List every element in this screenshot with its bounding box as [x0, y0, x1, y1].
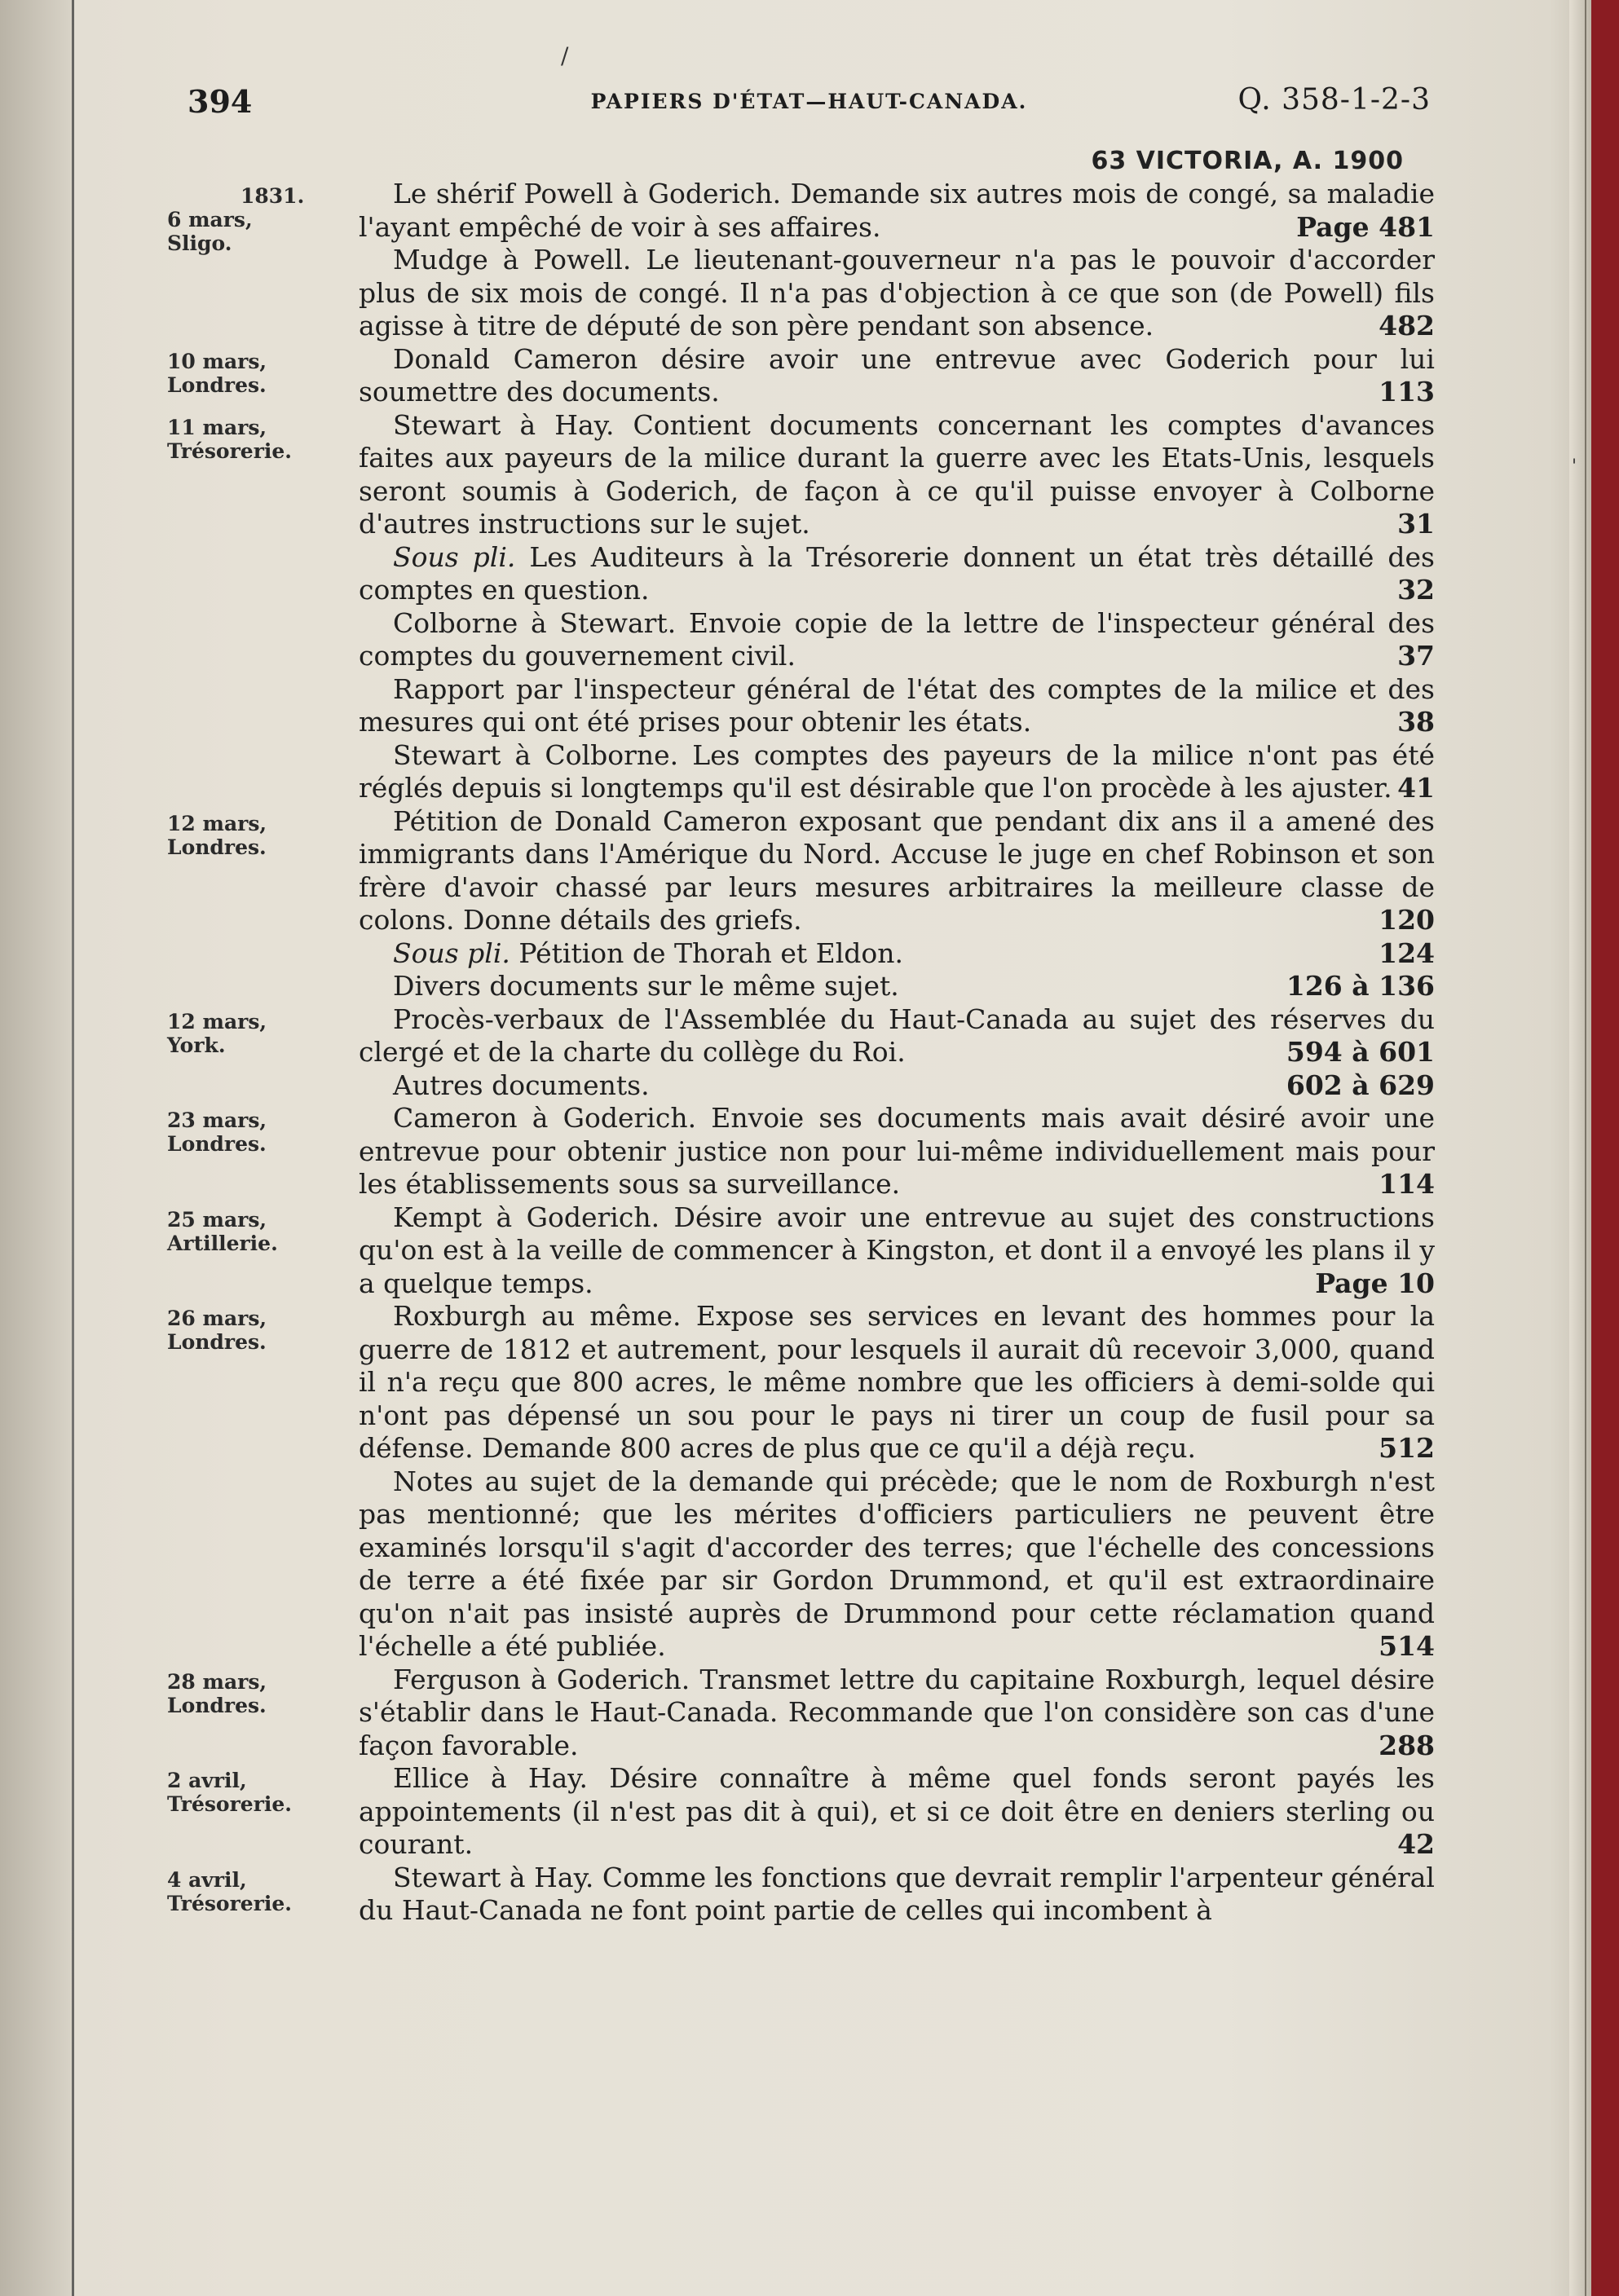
gutter-shade — [0, 0, 72, 2296]
page-number: 394 — [187, 83, 253, 120]
margin-date: 4 avril, — [167, 1867, 247, 1892]
entry-description: Cameron à Goderich. Envoie ses documents mais avait désiré avoir une entrevue pour obtenir justice non pour lui-même individuellement mais pour les établissements sous sa surveillance. — [359, 1102, 1435, 1200]
entry-text — [359, 1201, 1435, 1301]
entry-text — [359, 970, 1435, 1003]
entry-description: Divers documents sur le même sujet. — [393, 970, 899, 1002]
enclosure-label: Sous pli. — [393, 540, 516, 573]
margin-date-place — [167, 812, 342, 859]
margin-date: 11 mars, — [167, 415, 267, 439]
page-reference: 126 à 136 — [1286, 970, 1435, 1002]
entry-description: Mudge à Powell. Le lieutenant-gouverneur n'a pas le pouvoir d'accorder plus de six mois de congé. Il n'a pas d'objection à ce que son (de Powell) fils agisse à titre de député de son père pendant son absence. — [359, 244, 1435, 342]
entry-description: Donald Cameron désire avoir une entrevue avec Goderich pour lui soumettre des documents. — [359, 342, 1435, 408]
margin-date-place — [167, 1108, 342, 1156]
archive-reference: Q. 358-1-2-3 — [1237, 83, 1431, 117]
margin-date-place — [167, 350, 342, 397]
calendar-entry — [167, 1664, 1435, 1763]
enclosure-label: Sous pli. — [393, 936, 510, 969]
page-reference: 41 — [1397, 772, 1435, 804]
margin-place: Trésorerie. — [167, 1792, 292, 1816]
entry-text — [359, 739, 1435, 805]
entry-text — [359, 937, 1435, 971]
entry-text — [359, 1664, 1435, 1763]
margin-place: Londres. — [167, 1693, 267, 1717]
entry-description: Ferguson à Goderich. Transmet lettre du capitaine Roxburgh, lequel désire s'établir dans le Haut-Canada. Recommande que l'on considère son cas d'une façon favorable. — [359, 1663, 1435, 1761]
session-label: 63 VICTORIA, A. 1900 — [1091, 147, 1404, 175]
page-reference: 37 — [1397, 640, 1435, 672]
margin-date: 6 mars, — [167, 208, 253, 231]
entry-description: Notes au sujet de la demande qui précède; que le nom de Roxburgh n'est pas mentionné; que les mérites d'officiers particuliers ne peuvent être examinés lorsqu'il s'agit d'accorder des terres; que l'échelle des concessions de terre a été fixée par sir Gordon Drummond, et qu'il est extraordinaire qu'on n'ait pas insisté auprès de Drummond pour cette réclamation quand l'échelle a été publiée. — [359, 1465, 1435, 1662]
page-edge — [1569, 0, 1591, 2296]
ink-speck: ' — [1572, 456, 1577, 477]
page-reference: Page 10 — [1315, 1267, 1435, 1299]
margin-date: 26 mars, — [167, 1307, 267, 1330]
page-reference: 31 — [1397, 508, 1435, 540]
entry-description: Les Auditeurs à la Trésorerie donnent un état très détaillé des comptes en question. — [359, 540, 1435, 606]
entry-description: Autres documents. — [393, 1069, 650, 1101]
entry-description: Roxburgh au même. Expose ses services en levant des hommes pour la guerre de 1812 et autrement, pour lesquels il aurait dû recevoir 3,000, quand il n'a reçu que 800 acres, le même nombre que les officiers à demi-solde qui n'ont pas dépensé un sou pour le pays ni tirer un coup de fusil pour sa défense. Demande 800 acres de plus que ce qu'il a déjà reçu. — [359, 1300, 1435, 1464]
margin-place: Sligo. — [167, 231, 232, 255]
page-reference: 32 — [1397, 574, 1435, 606]
page-reference: 594 à 601 — [1286, 1036, 1435, 1068]
calendar-entry — [167, 1300, 1435, 1465]
page-edge-line — [1585, 0, 1586, 2296]
page-reference: 288 — [1379, 1729, 1435, 1761]
calendar-entry — [167, 244, 1435, 343]
ink-speck: / — [561, 42, 569, 69]
entry-description: Rapport par l'inspecteur général de l'état des comptes de la milice et des mesures qui ont été prises pour obtenir les états. — [359, 672, 1435, 738]
page-reference: 602 à 629 — [1286, 1069, 1435, 1101]
margin-date: 12 mars, — [167, 811, 267, 835]
entry-text — [359, 1003, 1435, 1069]
margin-place: Trésorerie. — [167, 1891, 292, 1915]
entry-text — [359, 607, 1435, 673]
entry-description: Pétition de Donald Cameron exposant que pendant dix ans il a amené des immigrants dans l'Amérique du Nord. Accuse le juge en chef Robinson et son frère d'avoir chassé par leurs mesures arbitraires la meilleure classe de colons. Donne détails des griefs. — [359, 804, 1435, 936]
margin-date-place — [167, 1670, 342, 1717]
entry-text — [359, 409, 1435, 541]
margin-date-place — [167, 1208, 342, 1255]
margin-date: 28 mars, — [167, 1669, 267, 1694]
entry-description: Pétition de Thorah et Eldon. — [518, 936, 904, 969]
entry-text — [359, 178, 1435, 244]
calendar-entry — [167, 1069, 1435, 1103]
entry-description: Le shérif Powell à Goderich. Demande six autres mois de congé, sa maladie l'ayant empêché de voir à ses affaires. — [359, 178, 1435, 243]
entry-description: Stewart à Colborne. Les comptes des payeurs de la milice n'ont pas été réglés depuis si longtemps qu'il est désirable que l'on procède à les ajuster. — [359, 738, 1435, 804]
margin-place: Londres. — [167, 835, 267, 859]
margin-date: 25 mars, — [167, 1207, 267, 1232]
calendar-entry — [167, 178, 1435, 255]
page-reference: 42 — [1397, 1828, 1435, 1860]
page-reference: 114 — [1379, 1168, 1435, 1200]
page-reference: Page 481 — [1296, 210, 1435, 243]
margin-year: 1831. — [240, 184, 305, 208]
entry-text — [359, 1069, 1435, 1103]
margin-place: York. — [167, 1033, 226, 1057]
page-reference: 512 — [1379, 1432, 1435, 1464]
calendar-entry — [167, 1862, 1435, 1928]
margin-date: 2 avril, — [167, 1769, 247, 1792]
entry-text — [359, 673, 1435, 739]
entry-text — [359, 1862, 1435, 1928]
calendar-entry — [167, 541, 1435, 607]
entry-description: Procès-verbaux de l'Assemblée du Haut-Canada au sujet des réserves du clergé et de la charte du collège du Roi. — [359, 1003, 1435, 1068]
calendar-entry — [167, 1762, 1435, 1862]
calendar-entry — [167, 970, 1435, 1003]
calendar-entry — [167, 607, 1435, 673]
page-reference: 124 — [1379, 936, 1435, 969]
entry-text — [359, 805, 1435, 937]
entry-description: Kempt à Goderich. Désire avoir une entrevue au sujet des constructions qu'on est à la veille de commencer à Kingston, et dont il a envoyé les plans il y a quelque temps. — [359, 1201, 1435, 1299]
margin-date-place — [167, 1868, 342, 1915]
calendar-entry — [167, 805, 1435, 937]
calendar-entry — [167, 1465, 1435, 1664]
calendar-entry — [167, 673, 1435, 739]
entry-text — [359, 343, 1435, 409]
margin-date-place — [167, 1010, 342, 1057]
page-reference: 38 — [1397, 706, 1435, 738]
entry-text — [359, 1762, 1435, 1862]
calendar-entry — [167, 1201, 1435, 1301]
running-title: PAPIERS D'ÉTAT—HAUT-CANADA. — [590, 90, 1028, 113]
margin-place: Trésorerie. — [167, 438, 292, 463]
page-reference: 482 — [1379, 310, 1435, 342]
calendar-entry — [167, 739, 1435, 805]
margin-date-place — [167, 1769, 342, 1816]
page-header — [187, 83, 1431, 124]
entry-text — [359, 1465, 1435, 1664]
margin-date: 23 mars, — [167, 1108, 267, 1132]
calendar-entry — [167, 409, 1435, 541]
margin-place: Londres. — [167, 372, 267, 397]
entry-text — [359, 244, 1435, 343]
entry-text — [359, 1300, 1435, 1465]
gutter-binding-line — [72, 0, 74, 2296]
margin-date-place — [167, 416, 342, 463]
entry-text — [359, 541, 1435, 607]
page-reference: 514 — [1379, 1630, 1435, 1662]
entry-description: Colborne à Stewart. Envoie copie de la lettre de l'inspecteur général des comptes du gouvernement civil. — [359, 606, 1435, 672]
margin-place: Londres. — [167, 1330, 267, 1354]
entry-description: Stewart à Hay. Contient documents concernant les comptes d'avances faites aux payeurs de la milice durant la guerre avec les Etats-Unis, lesquels seront soumis à Goderich, de façon à ce qu'il puisse envoyer à Colborne d'autres instructions sur le sujet. — [359, 408, 1435, 540]
calendar-entry — [167, 1102, 1435, 1201]
entry-description: Stewart à Hay. Comme les fonctions que devrait remplir l'arpenteur général du Haut-Canada ne font point partie de celles qui incombent à — [359, 1861, 1435, 1926]
page-reference: 113 — [1379, 376, 1435, 408]
margin-date: 12 mars, — [167, 1009, 267, 1033]
calendar-entry — [167, 1003, 1435, 1069]
margin-date: 10 mars, — [167, 349, 267, 373]
calendar-entry — [167, 343, 1435, 409]
entry-text — [359, 1102, 1435, 1201]
margin-date-place — [167, 1307, 342, 1354]
document-body — [167, 178, 1435, 1928]
calendar-entry — [167, 937, 1435, 971]
margin-place: Artillerie. — [167, 1231, 278, 1255]
page-reference: 120 — [1379, 904, 1435, 936]
entry-description: Ellice à Hay. Désire connaître à même quel fonds seront payés les appointements (il n'est pas dit à qui), et si ce doit être en deniers sterling ou courant. — [359, 1762, 1435, 1860]
margin-place: Londres. — [167, 1132, 267, 1156]
